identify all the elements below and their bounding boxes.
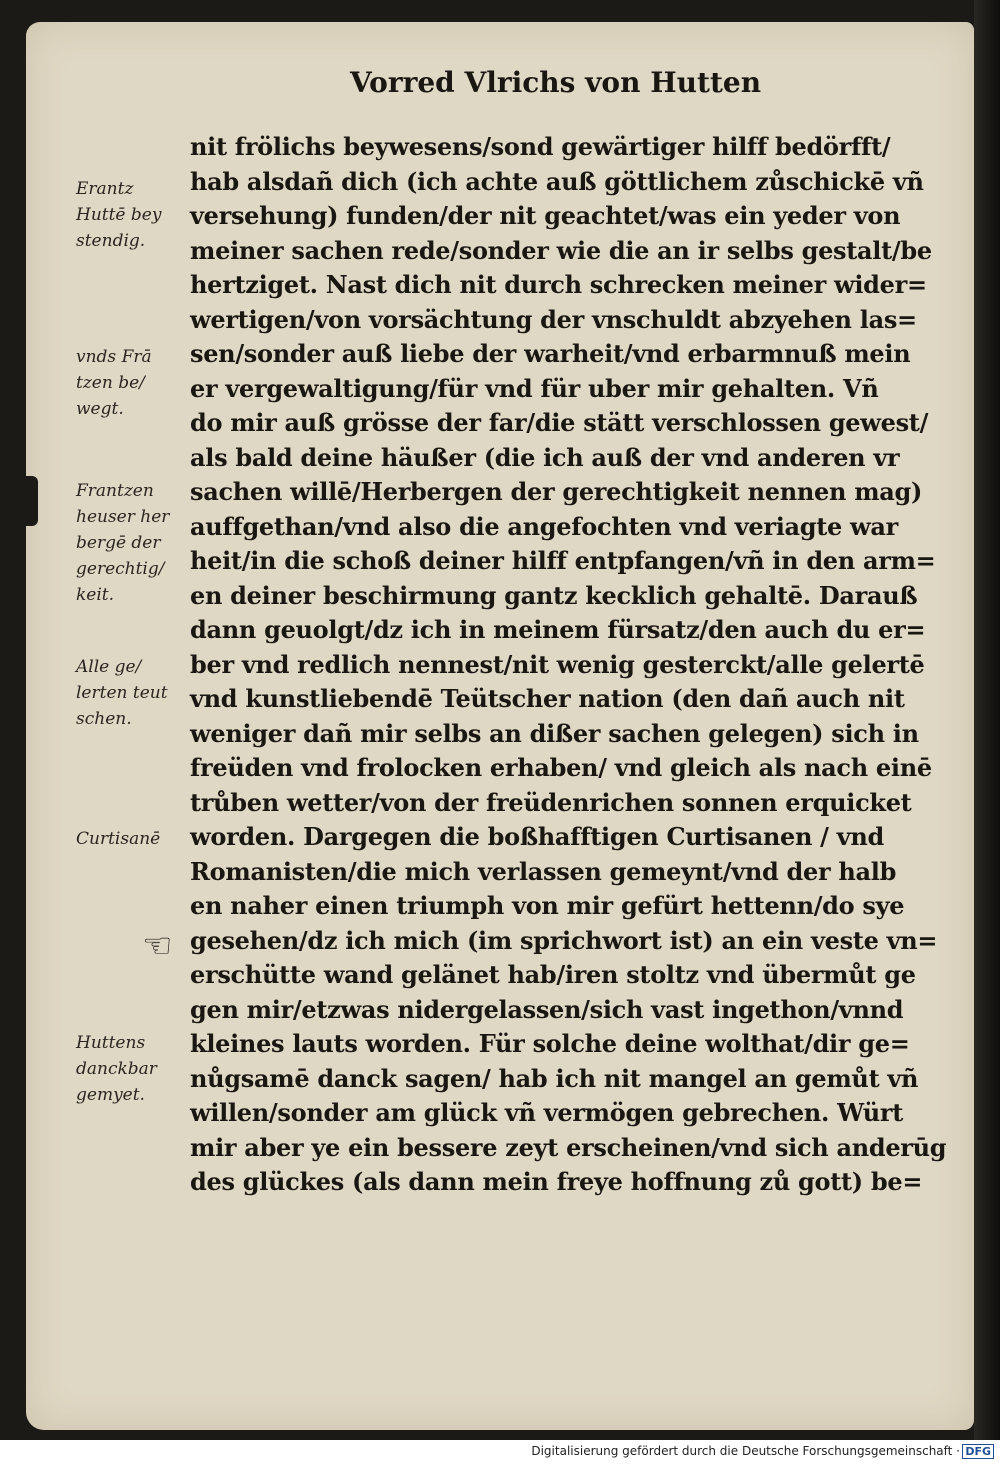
text-line: mir aber ye ein bessere zeyt erscheinen/vnd sich anderūg [190,1132,947,1162]
text-line: en deiner beschirmung gantz kecklich gehaltē. Darauß [190,580,918,610]
margin-note: Huttens danckbar gemyet. [76,1033,157,1105]
text-line: trůben wetter/von der freüdenrichen sonnen erquicket [190,787,912,817]
margin-note: Alle ge/ lerten teut schen. [76,657,168,729]
book-spine-shadow [974,0,1000,1464]
text-line: gesehen/dz ich mich (im sprichwort ist) an ein veste vn= [190,925,938,955]
text-line: freüden vnd frolocken erhaben/ vnd gleich als nach einē [190,753,932,782]
text-line: Romanisten/die mich verlassen gemeynt/vnd der halb [190,856,897,886]
text-line: als bald deine häußer (die ich auß der vnd anderen vr [190,442,900,472]
text-line: sachen willē/Herbergen der gerechtigkeit nennen mag) [190,477,923,506]
body-text [190,130,947,1200]
text-line: erschütte wand gelänet hab/iren stoltz vnd übermůt ge [190,960,916,989]
text-line: auffgethan/vnd also die angefochten vnd veriagte war [190,511,899,541]
text-line: ber vnd redlich nennest/nit wenig gesterckt/alle gelertē [190,649,925,679]
text-line: kleines lauts worden. Für solche deine wolthat/dir ge= [190,1029,910,1058]
text-line: nůgsamē danck sagen/ hab ich nit mangel an gemůt vñ [190,1063,919,1093]
text-line: heit/in die schoß deiner hilff entpfangen/vñ in den arm= [190,546,936,575]
margin-note: vnds Frā tzen be/ wegt. [76,347,152,419]
text-line: er vergewaltigung/für vnd für uber mir gehalten. Vñ [190,373,879,403]
text-line: hertziget. Nast dich nit durch schrecken meiner wider= [190,270,927,299]
text-line: wertigen/von vorsächtung der vnschuldt abzyehen las= [190,304,917,334]
text-line: worden. Dargegen die boßhafftigen Curtisanen / vnd [190,822,884,851]
text-line: des glückes (als dann mein freye hoffnung zů gott) be= [190,1167,923,1196]
margin-note: Curtisanē [76,829,161,849]
margin-note: Frantzen heuser her bergē der gerechtig/ keit. [76,481,170,605]
text-line: nit frölichs beywesens/sond gewärtiger hilff bedörfft/ [190,132,891,161]
dfg-logo: DFG [962,1444,994,1459]
text-line: vnd kunstliebendē Teütscher nation (den dañ auch nit [190,684,905,713]
text-line: gen mir/etzwas nidergelassen/sich vast ingethon/vnnd [190,994,904,1024]
text-line: hab alsdañ dich (ich achte auß göttlichem zůschickē vñ [190,166,924,196]
text-line: do mir auß grösse der far/die stätt verschlossen gewest/ [190,408,929,437]
page-edge-notch [26,476,38,526]
text-line: en naher einen triumph von mir gefürt hettenn/do sye [190,891,905,920]
manicule-icon: ☞ [142,926,173,966]
text-line: meiner sachen rede/sonder wie die an ir selbs gestalt/be [190,235,932,265]
text-line: versehung) funden/der nit geachtet/was ein yeder von [190,201,901,230]
funding-credit: Digitalisierung gefördert durch die Deutsche Forschungsgemeinschaft · [531,1444,960,1458]
running-header: Vorred Vlrichs von Hutten [350,66,762,99]
text-line: willen/sonder am glück vñ vermögen gebrechen. Würt [190,1098,904,1127]
text-line: dann geuolgt/dz ich in meinem fürsatz/den auch du er= [190,615,926,644]
text-line: sen/sonder auß liebe der warheit/vnd erbarmnuß mein [190,339,911,368]
text-line: weniger dañ mir selbs an dißer sachen gelegen) sich in [190,718,919,748]
margin-note: Erantz Huttē bey stendig. [76,179,162,251]
